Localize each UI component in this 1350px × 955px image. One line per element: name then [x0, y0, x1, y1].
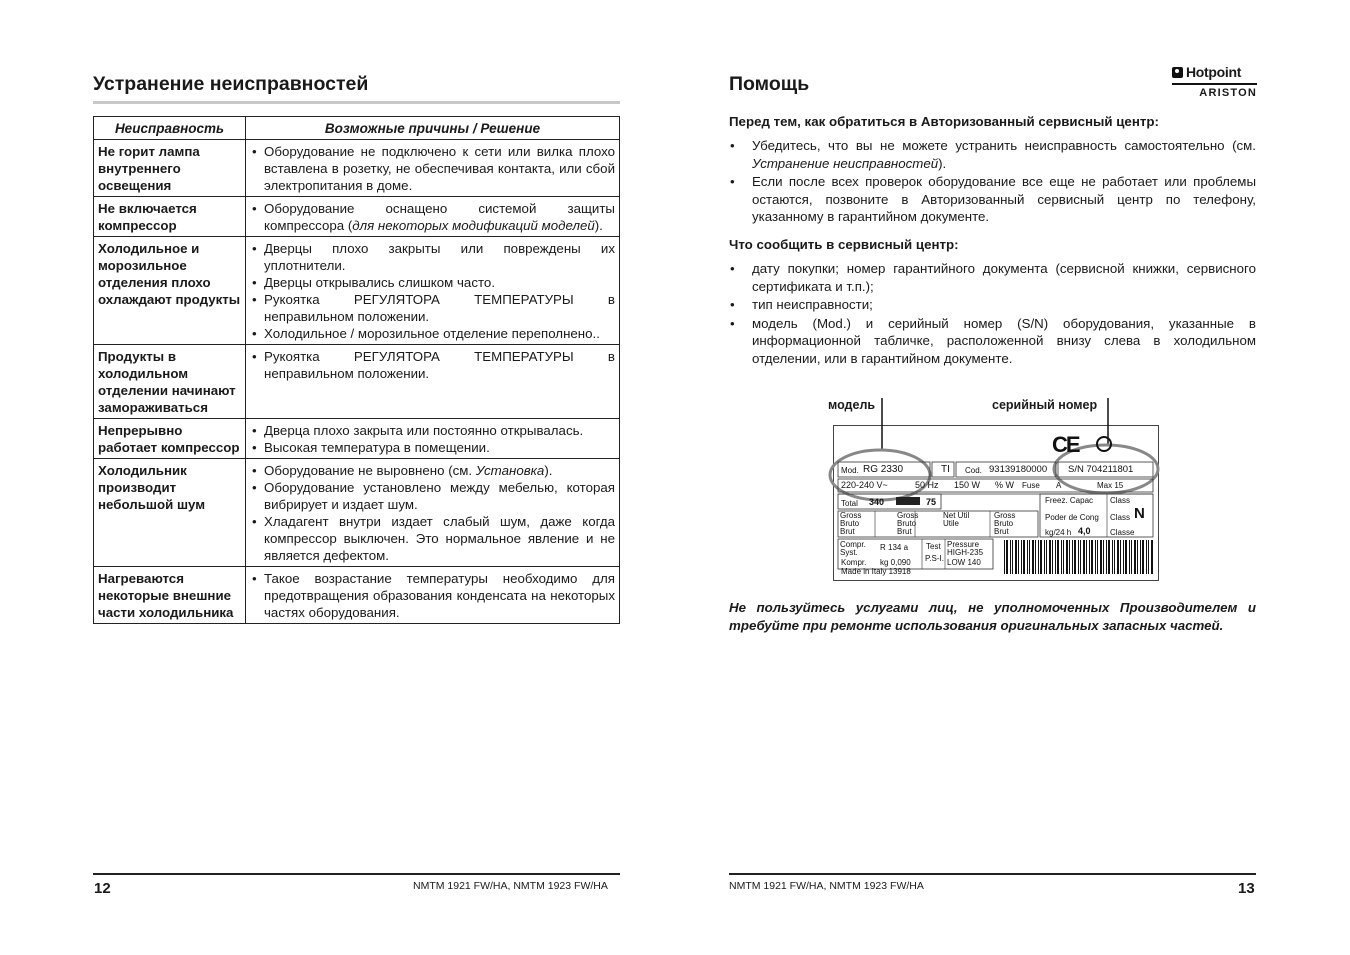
barcode-bar — [1061, 540, 1062, 574]
barcode-bar — [1052, 540, 1053, 574]
plate-net: Net Util Utile — [943, 511, 970, 528]
item-text: Хладагент внутри издает слабый шум, даже когда компрессор выключен. Это нормальное явление и не является дефектом. — [264, 514, 615, 563]
plate-freez: Freez. Capac — [1045, 496, 1094, 505]
barcode-bar — [1040, 540, 1042, 574]
item-text: Рукоятка РЕГУЛЯТОРА ТЕМПЕРАТУРЫ в неправильном положении. — [264, 292, 615, 324]
plate-kg24-val: 4,0 — [1078, 526, 1091, 536]
barcode-bar — [1069, 540, 1070, 574]
plate-psi: P.S-I. — [925, 554, 944, 563]
item-text-after: ). — [594, 218, 603, 233]
plate-hz: 50 Hz — [915, 480, 939, 490]
logo-brand: Hotpoint — [1186, 64, 1242, 80]
solution-cell — [246, 567, 620, 624]
barcode-bar — [1125, 540, 1127, 574]
barcode-bar — [1015, 540, 1017, 574]
barcode-bar — [1129, 540, 1130, 574]
barcode-bar — [1038, 540, 1039, 574]
table-row — [94, 140, 620, 197]
plate-gross2: Gross Bruto Brut — [897, 511, 919, 536]
barcode-bar — [1018, 540, 1019, 574]
barcode-bar — [1131, 540, 1132, 574]
barcode-bar — [1086, 540, 1087, 574]
table-row — [94, 459, 620, 567]
barcode — [1004, 540, 1154, 574]
list-item — [250, 513, 615, 564]
footer-rule-left — [93, 873, 620, 875]
barcode-bar — [1134, 540, 1136, 574]
brand-logo — [1172, 64, 1257, 99]
plate-total-val2: 75 — [926, 497, 937, 507]
barcode-bar — [1044, 540, 1045, 574]
barcode-bar — [1100, 540, 1102, 574]
list-item — [250, 291, 615, 325]
barcode-bar — [1089, 540, 1090, 574]
plate-classe: Classe — [1110, 528, 1135, 537]
plate-high: HIGH-235 — [947, 548, 984, 557]
solution-cell — [246, 459, 620, 567]
list-item — [250, 570, 615, 621]
barcode-bar — [1097, 540, 1098, 574]
plate-mod: RG 2330 — [863, 464, 904, 475]
page-title-right: Помощь — [729, 73, 810, 95]
table-row — [94, 237, 620, 345]
problem-cell: Не горит лампа внутреннего освещения — [94, 140, 246, 197]
plate-made: Made in Italy 13918 — [841, 567, 911, 576]
plate-gross3: Gross Bruto Brut — [994, 511, 1016, 536]
table-header-solution: Возможные причины / Решение — [246, 117, 620, 140]
list-item: • дату покупки; номер гарантийного документа (сервисной книжки, сервисного сертификата и т.п.); — [729, 260, 1256, 295]
barcode-bar — [1055, 540, 1056, 574]
list-item — [250, 462, 615, 479]
figure-label-model: модель — [828, 398, 876, 412]
barcode-bar — [1010, 540, 1011, 574]
problem-cell: Холодильное и морозильное отделения плохо охлаждают продукты — [94, 237, 246, 345]
barcode-bar — [1029, 540, 1030, 574]
intro-list — [729, 137, 1256, 227]
barcode-bar — [1106, 540, 1107, 574]
barcode-bar — [1078, 540, 1079, 574]
barcode-bar — [1072, 540, 1073, 574]
barcode-bar — [1057, 540, 1059, 574]
barcode-bar — [1063, 540, 1064, 574]
list-item: • тип неисправности; — [729, 296, 1256, 314]
solution-cell — [246, 345, 620, 419]
plate-compr-syst: Compr. Syst. — [840, 540, 866, 557]
list-item: • модель (Mod.) и серийный номер (S/N) оборудования, указанные в информационной табличке, расположенной внизу слева в холодильном отделении, или в гарантийном документе. — [729, 315, 1256, 368]
barcode-bar — [1146, 540, 1147, 574]
page-number-right: 13 — [1238, 880, 1255, 897]
plate-kg: kg 0,090 — [880, 558, 911, 567]
table-body — [94, 140, 620, 624]
plate-w2: % W — [995, 480, 1014, 490]
barcode-bar — [1123, 540, 1124, 574]
item-text: Оборудование не выровнено (см. — [264, 463, 476, 478]
solution-cell — [246, 237, 620, 345]
barcode-bar — [1012, 540, 1013, 574]
list-item — [729, 137, 1256, 172]
highlight-model — [830, 450, 930, 500]
list-item — [250, 422, 615, 439]
table-row — [94, 419, 620, 459]
item-text: Такое возрастание температуры необходимо для предотвращения образования конденсата на некоторых частях оборудования. — [264, 571, 615, 620]
footer-rule-right — [729, 873, 1256, 875]
barcode-bar — [1140, 540, 1141, 574]
problem-cell: Нагреваются некоторые внешние части холодильника — [94, 567, 246, 624]
item-text: Если после всех проверок оборудование все еще не работает или проблемы остаются, позвоните в Авторизованный сервисный центр по телефону, указанному в гарантийном документе. — [752, 174, 1256, 224]
barcode-bar — [1091, 540, 1093, 574]
list-item — [250, 439, 615, 456]
plate-total: Total — [841, 499, 858, 508]
barcode-bar — [1148, 540, 1149, 574]
plate-max: Max 15 — [1097, 481, 1124, 490]
plate-ti: TI — [941, 464, 950, 475]
solution-cell — [246, 140, 620, 197]
barcode-bar — [1103, 540, 1104, 574]
barcode-bar — [1032, 540, 1034, 574]
item-text: Рукоятка РЕГУЛЯТОРА ТЕМПЕРАТУРЫ в неправильном положении. — [264, 349, 615, 381]
warning-note: Не пользуйтесь услугами лиц, не уполномоченных Производителем и требуйте при ремонте использования оригинальных запасных частей. — [729, 600, 1256, 633]
problem-cell: Холодильник производит небольшой шум — [94, 459, 246, 567]
plate-amp: A — [1056, 481, 1062, 490]
barcode-bar — [1023, 540, 1025, 574]
barcode-bar — [1046, 540, 1047, 574]
item-italic: Установка — [475, 463, 545, 478]
plate-watts: 150 W — [954, 480, 981, 490]
item-text: Холодильное / морозильное отделение переполнено.. — [264, 326, 600, 341]
list-item — [250, 479, 615, 513]
barcode-bar — [1117, 540, 1119, 574]
barcode-bar — [1080, 540, 1081, 574]
problem-cell: Не включается компрессор — [94, 197, 246, 237]
plate-total-val: 340 — [869, 497, 885, 507]
item-text: Убедитесь, что вы не можете устранить неисправность самостоятельно (см. — [752, 138, 1256, 153]
barcode-bar — [1006, 540, 1008, 574]
plate-test: Test — [926, 542, 941, 551]
list-item — [729, 173, 1256, 226]
ce-mark: CE — [1052, 432, 1079, 457]
title-rule-left — [93, 101, 620, 104]
intro-heading: Перед тем, как обратиться в Авторизованный сервисный центр: — [729, 114, 1159, 129]
barcode-bar — [1021, 540, 1022, 574]
barcode-bar — [1027, 540, 1028, 574]
item-text: Дверцы плохо закрыты или повреждены их уплотнители. — [264, 241, 615, 273]
troubleshooting-table — [93, 116, 620, 624]
barcode-bar — [1074, 540, 1076, 574]
plate-refrigerant: R 134 a — [880, 543, 909, 552]
barcode-bar — [1035, 540, 1036, 574]
plate-class-val: N — [1134, 505, 1145, 522]
item-text: Высокая температура в помещении. — [264, 440, 490, 455]
report-list — [729, 260, 1256, 368]
item-text: Дверцы открывались слишком часто. — [264, 275, 496, 290]
item-italic: для некоторых модификаций моделей — [352, 218, 595, 233]
energy-symbol-icon — [896, 497, 920, 505]
barcode-bar — [1083, 540, 1085, 574]
plate-poder: Poder de Cong — [1045, 513, 1099, 522]
table-row — [94, 345, 620, 419]
item-text: Дверца плохо закрыта или постоянно открывалась. — [264, 423, 584, 438]
plate-low: LOW 140 — [947, 558, 981, 567]
plate-fuse: Fuse — [1022, 481, 1040, 490]
plate-cod: 93139180000 — [989, 464, 1048, 475]
item-text-after: ). — [938, 155, 947, 171]
table-row — [94, 197, 620, 237]
plate-kompr: Kompr. — [841, 558, 867, 567]
barcode-bar — [1151, 540, 1153, 574]
plate-cod-prefix: Cod. — [965, 466, 982, 475]
solution-cell — [246, 197, 620, 237]
barcode-bar — [1112, 540, 1113, 574]
list-item — [250, 143, 615, 194]
model-footer-right: NMTM 1921 FW/HA, NMTM 1923 FW/HA — [729, 880, 924, 892]
item-text: Оборудование установлено между мебелью, которая вибрирует и издает шум. — [264, 480, 615, 512]
list-item — [250, 240, 615, 274]
figure-label-serial: серийный номер — [992, 398, 1098, 412]
barcode-bar — [1004, 540, 1005, 574]
plate-class: Class — [1110, 496, 1131, 505]
barcode-bar — [1120, 540, 1121, 574]
plate-voltage: 220-240 V~ — [841, 480, 888, 490]
problem-cell: Продукты в холодильном отделении начинают замораживаться — [94, 345, 246, 419]
barcode-bar — [1049, 540, 1051, 574]
plate-gross1: Gross Bruto Brut — [840, 511, 862, 536]
barcode-bar — [1137, 540, 1138, 574]
barcode-bar — [1114, 540, 1115, 574]
model-footer-left: NMTM 1921 FW/HA, NMTM 1923 FW/HA — [413, 880, 608, 892]
logo-mark-icon — [1172, 67, 1183, 78]
plate-pressure: Pressure — [947, 540, 980, 549]
item-text-after: ). — [544, 463, 553, 478]
report-heading: Что сообщить в сервисный центр: — [729, 237, 959, 252]
plate-kg24: kg/24 h — [1045, 528, 1072, 537]
solution-cell — [246, 419, 620, 459]
list-item — [250, 348, 615, 382]
table-row — [94, 567, 620, 624]
list-item — [250, 325, 615, 342]
barcode-bar — [1066, 540, 1068, 574]
item-text: Оборудование не подключено к сети или вилка плохо вставлена в розетку, не обеспечивая контакта, или сбой электропитания в доме. — [264, 144, 615, 193]
table-header-problem: Неисправность — [94, 117, 246, 140]
plate-serial: S/N 704211801 — [1068, 464, 1134, 475]
item-italic: Устранение неисправностей — [752, 155, 939, 171]
list-item — [250, 200, 615, 234]
list-item — [250, 274, 615, 291]
page-number-left: 12 — [94, 880, 111, 897]
barcode-bar — [1142, 540, 1144, 574]
page-title-left: Устранение неисправностей — [93, 73, 369, 95]
problem-cell: Непрерывно работает компрессор — [94, 419, 246, 459]
barcode-bar — [1095, 540, 1096, 574]
barcode-bar — [1108, 540, 1110, 574]
plate-mod-prefix: Mod. — [841, 466, 859, 475]
item-text: Оборудование оснащено системой защиты компрессора ( — [264, 201, 615, 233]
logo-sub: ARISTON — [1199, 87, 1257, 99]
plate-class2: Class — [1110, 513, 1131, 522]
